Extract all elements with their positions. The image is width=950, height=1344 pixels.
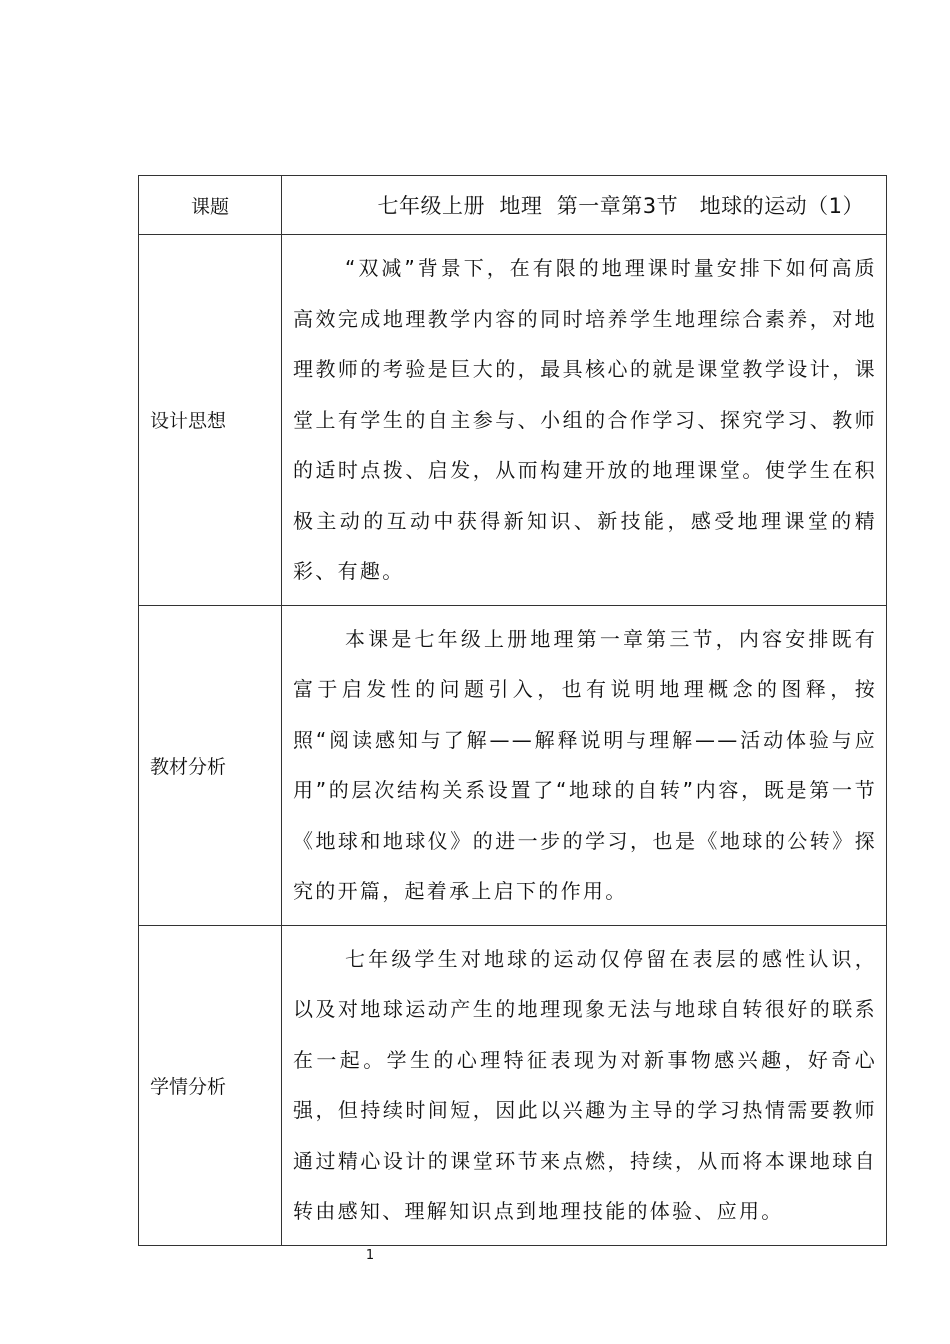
design-thought-text: “双减”背景下，在有限的地理课时量安排下如何高质高效完成地理教学内容的同时培养学生地理综合素养，对地理教师的考验是巨大的，最具核心的就是课堂教学设计，课堂上有学生的自主参与、小组的合作学习、探究学习、教师的适时点拨、启发，从而构建开放的地理课堂。使学生在积极主动的互动中获得新知识、新技能，感受地理课堂的精彩、有趣。 [293,256,877,583]
student-analysis-content [282,925,887,1245]
student-analysis-label: 学情分析 [139,925,282,1245]
material-analysis-row [139,605,887,925]
design-thought-label: 设计思想 [139,235,282,606]
student-analysis-row [139,925,887,1245]
student-analysis-text: 七年级学生对地球的运动仅停留在表层的感性认识，以及对地球运动产生的地理现象无法与地球自转很好的联系在一起。学生的心理特征表现为对新事物感兴趣，好奇心强，但持续时间短，因此以兴趣为主导的学习热情需要教师通过精心设计的课堂环节来点燃，持续，从而将本课地球自转由感知、理解知识点到地理技能的体验、应用。 [293,946,877,1223]
lesson-title: 七年级上册 地理 第一章第3节 地球的运动（1） [282,176,887,235]
title-row [139,176,887,235]
material-analysis-label: 教材分析 [139,605,282,925]
title-label: 课题 [139,176,282,235]
design-thought-row [139,235,887,606]
material-analysis-text: 本课是七年级上册地理第一章第三节，内容安排既有富于启发性的问题引入，也有说明地理概念的图释，按照“阅读感知与了解——解释说明与理解——活动体验与应用”的层次结构关系设置了“地球的自转”内容，既是第一节《地球和地球仪》的进一步的学习，也是《地球的公转》探究的开篇，起着承上启下的作用。 [293,626,877,903]
material-analysis-content [282,605,887,925]
design-thought-content [282,235,887,606]
lesson-plan-table [138,175,887,1246]
page-number: 1 [365,1248,375,1263]
